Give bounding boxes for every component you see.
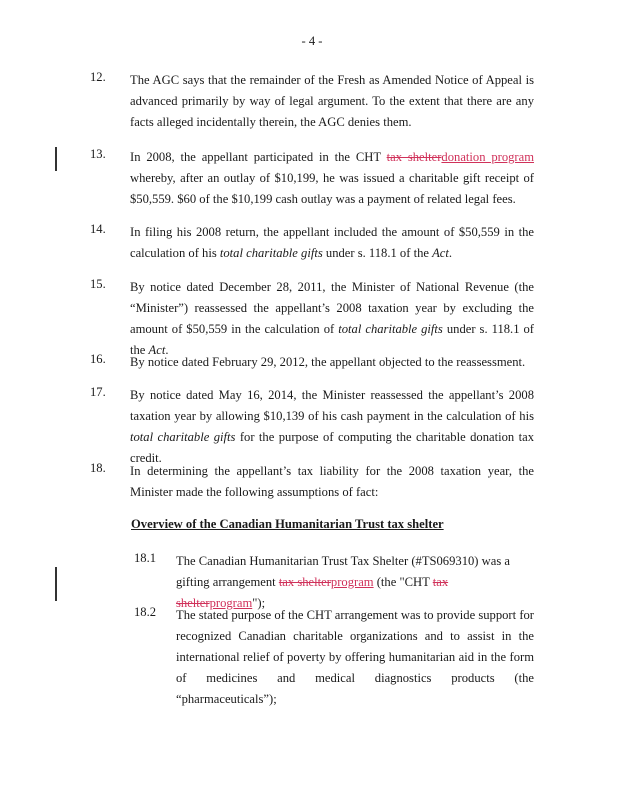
paragraph-number: 18.	[90, 461, 106, 475]
paragraph-text	[130, 385, 534, 469]
text-run: ");	[252, 596, 266, 610]
text-run: The Canadian Humanitarian Trust Tax Shelter (#TS069310) was a gifting arrangement	[176, 554, 510, 589]
inserted-text: donation program	[441, 150, 534, 164]
inserted-text: program	[330, 575, 374, 589]
deleted-text: tax shelter	[176, 575, 449, 610]
text-run: In 2008, the appellant participated in the CHT	[130, 150, 387, 164]
text-run: .	[448, 246, 453, 260]
paragraph-text	[130, 222, 534, 264]
section-heading: Overview of the Canadian Humanitarian Trust tax shelter	[131, 517, 444, 531]
italic-term: total charitable gifts	[219, 246, 323, 260]
paragraph-text: The AGC says that the remainder of the Fresh as Amended Notice of Appeal is advanced primarily by way of legal argument. To the extent that there are any facts alleged incidentally therein, the AGC denies them.	[130, 73, 534, 129]
text-run: for the purpose of computing the charitable donation tax credit.	[130, 430, 534, 465]
paragraph-number: 14.	[90, 222, 106, 236]
text-run: In filing his 2008 return, the appellant included the amount of $50,559 in the calculation of his	[130, 225, 534, 260]
paragraph-text: By notice dated February 29, 2012, the appellant objected to the reassessment.	[130, 355, 526, 369]
text-run: (the "CHT	[373, 575, 433, 589]
text-run: under s. 118.1 of the	[322, 246, 433, 260]
change-bar	[55, 147, 57, 171]
page-number: - 4 -	[301, 34, 323, 48]
paragraph-number: 17.	[90, 385, 106, 399]
text-run: .	[165, 343, 169, 357]
italic-term: Act	[148, 343, 166, 357]
text-run: By notice dated December 28, 2011, the Minister of National Revenue (the “Minister”) reassessed the appellant’s 2008 taxation year by excluding the amount of $50,559 in the calculation of	[130, 280, 534, 336]
paragraph-number: 15.	[90, 277, 106, 291]
subparagraph-text: The stated purpose of the CHT arrangement was to provide support for recognized Canadian charitable organizations and to assist in the international relief of poverty by offering humanitarian aid in the form of medicines and medical diagnostics products (the “pharmaceuticals”);	[176, 608, 534, 706]
change-bar	[55, 567, 57, 601]
text-run: under s. 118.1 of the	[130, 322, 534, 357]
deleted-text: tax shelter	[386, 150, 442, 164]
text-run: By notice dated May 16, 2014, the Minister reassessed the appellant’s 2008 taxation year by allowing $10,139 of his cash payment in the calculation of his	[130, 388, 534, 423]
text-run: whereby, after an outlay of $10,199, he was issued a charitable gift receipt of $50,559. $60 of the $10,199 cash outlay was a payment of related legal fees.	[130, 171, 534, 206]
paragraph-number: 16.	[90, 352, 106, 366]
subparagraph-number: 18.2	[134, 605, 157, 619]
paragraph-number: 13.	[90, 147, 106, 161]
paragraph-text	[130, 147, 534, 210]
paragraph-text: In determining the appellant’s tax liability for the 2008 taxation year, the Minister made the following assumptions of fact:	[130, 464, 534, 499]
deleted-text: tax shelter	[278, 575, 331, 589]
italic-term: Act	[432, 246, 449, 260]
subparagraph-number: 18.1	[134, 551, 157, 565]
italic-term: total charitable gifts	[338, 322, 443, 336]
paragraph-number: 12.	[90, 70, 106, 84]
italic-term: total charitable gifts	[130, 430, 236, 444]
paragraph-text	[130, 277, 534, 361]
inserted-text: program	[209, 596, 253, 610]
